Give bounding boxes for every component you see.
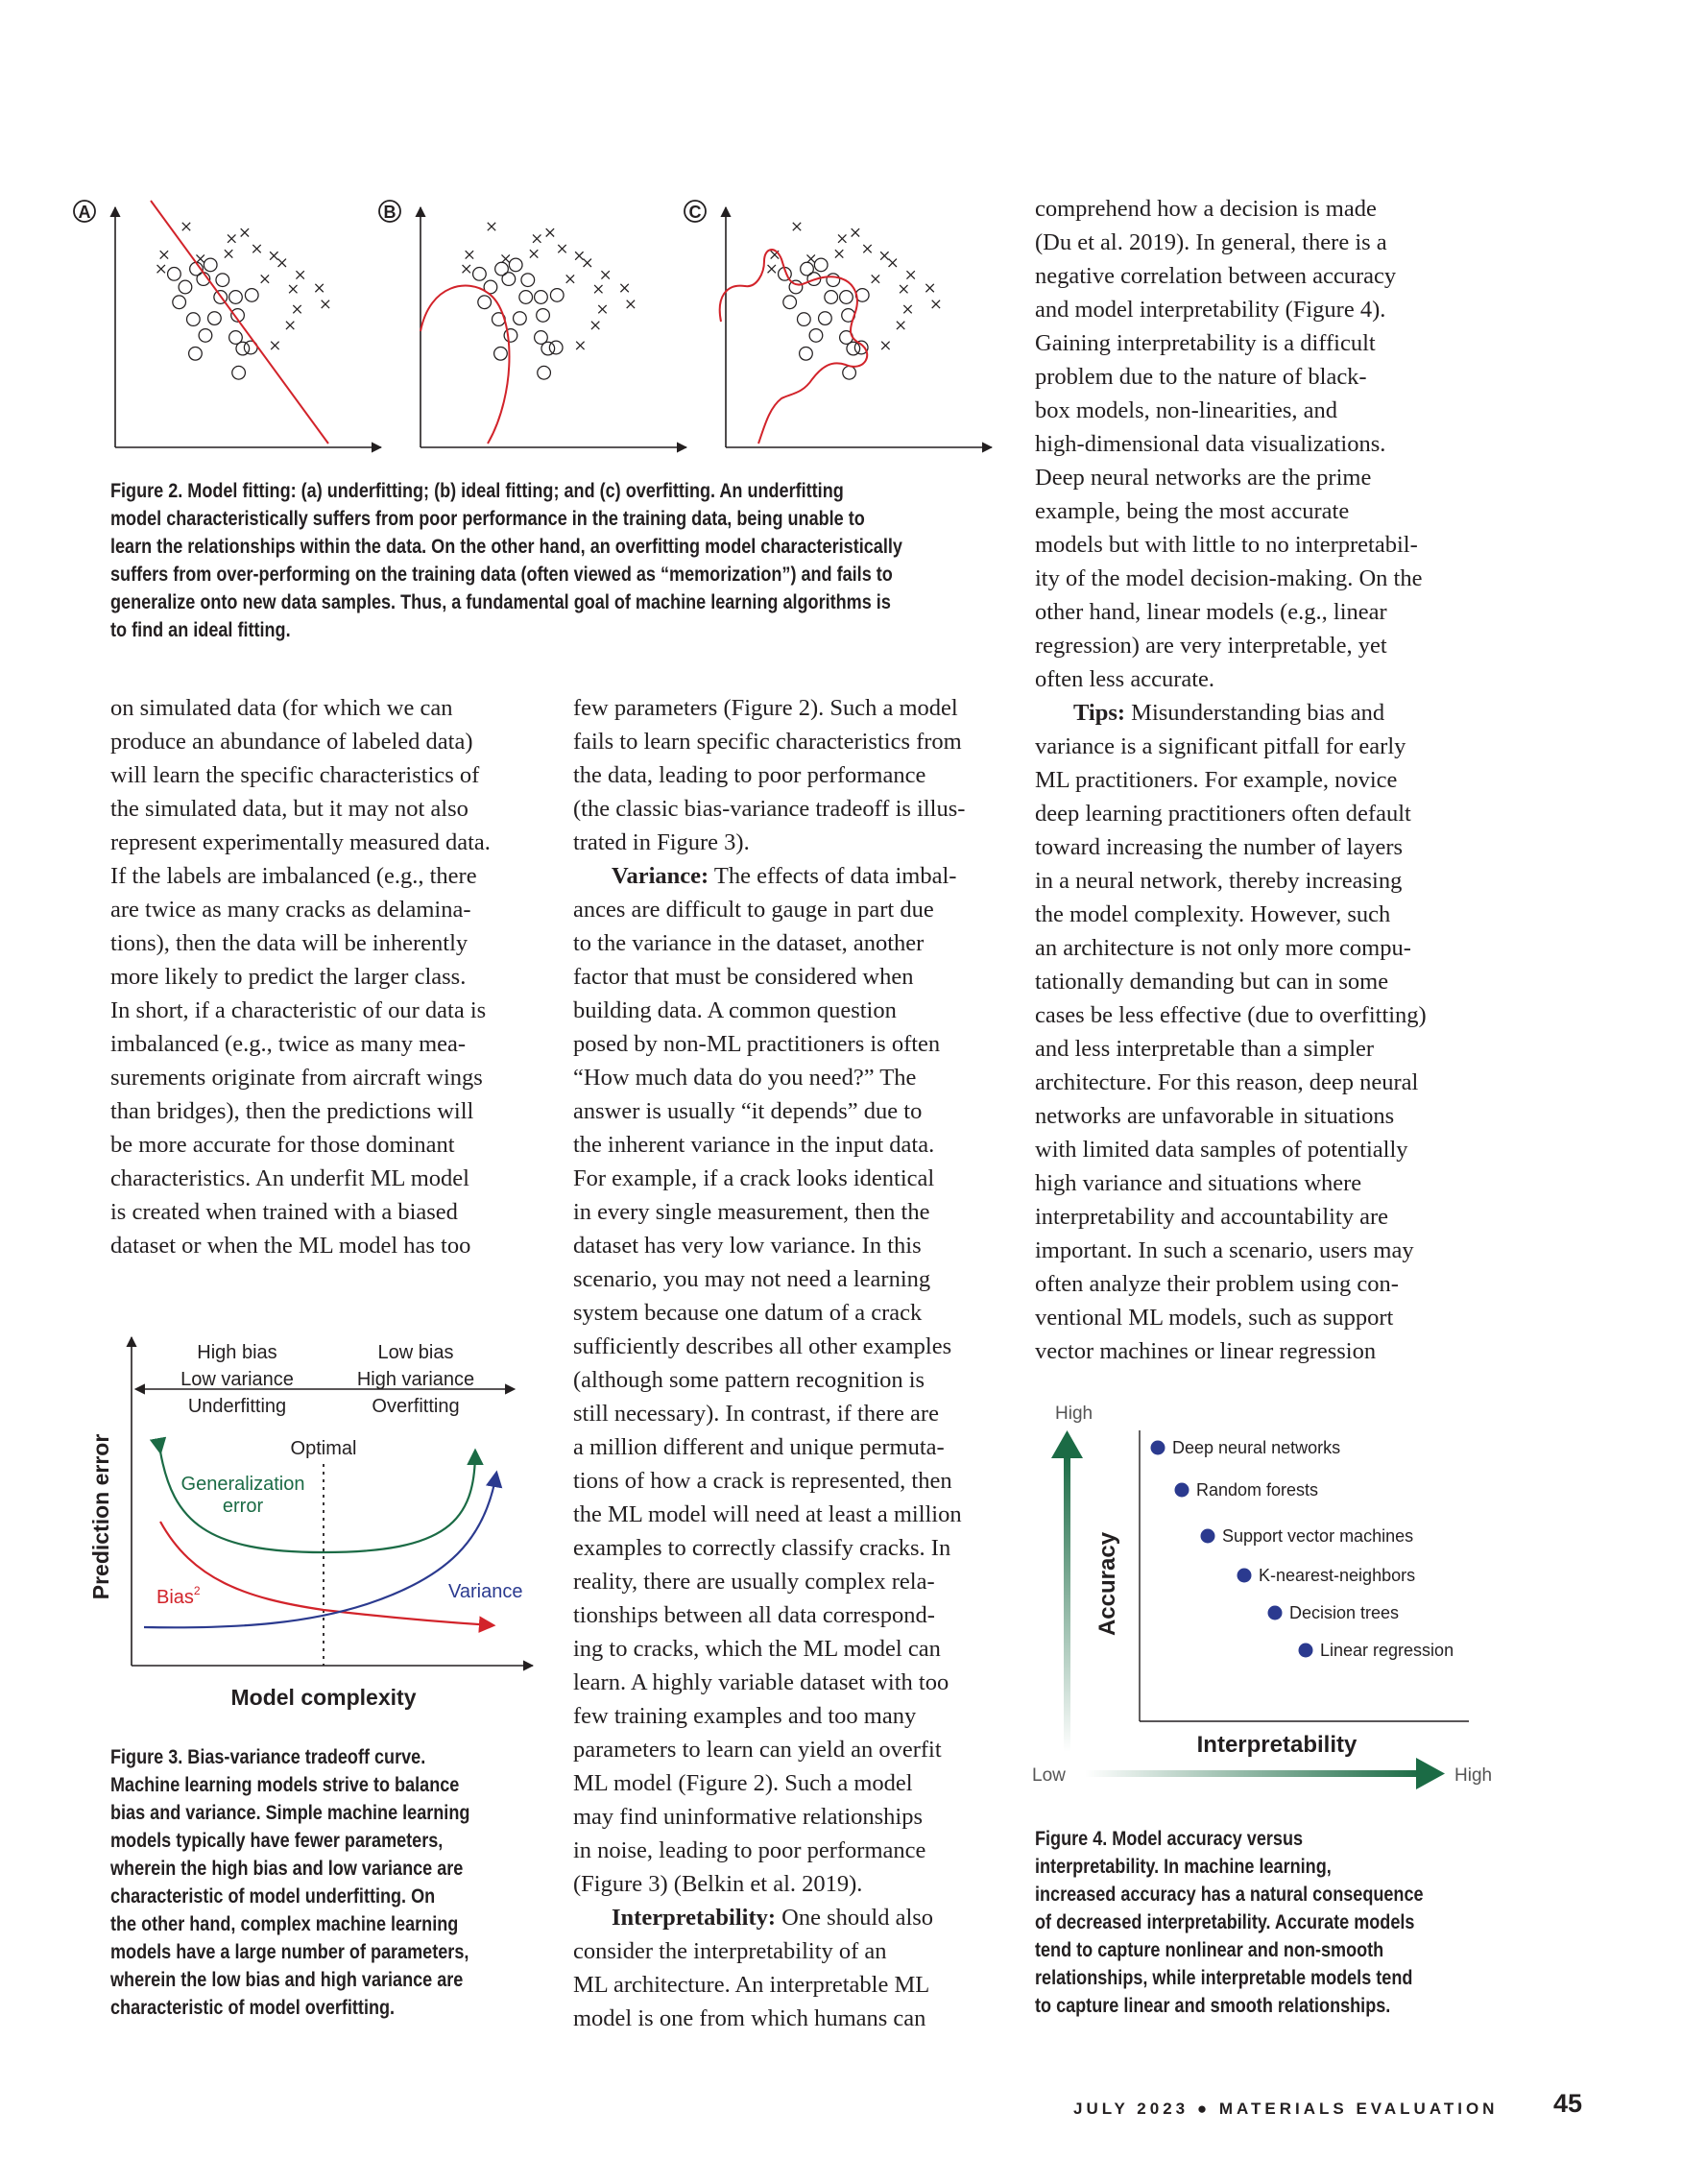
generalization-error-label: error xyxy=(222,1496,264,1517)
text-line: more likely to predict the larger class. xyxy=(110,964,467,990)
text-line: in every single measurement, then the xyxy=(573,1199,930,1225)
text-line: ances are difficult to gauge in part due xyxy=(573,897,934,923)
text-line: examples to correctly classify cracks. In xyxy=(573,1535,951,1561)
caption-line: Figure 4. Model accuracy versus xyxy=(1035,1828,1304,1850)
decision-boundary xyxy=(151,201,328,444)
data-point-cross xyxy=(322,300,329,308)
y-high-label: High xyxy=(1055,1404,1093,1424)
paragraph-head: Interpretability: xyxy=(612,1905,777,1931)
paragraph-text: Misunderstanding bias and xyxy=(1125,700,1385,726)
running-head: JULY 2023 ● MATERIALS EVALUATION xyxy=(1073,2100,1499,2118)
data-point-circle xyxy=(809,329,823,343)
data-point-circle xyxy=(541,342,555,355)
model-label: K-nearest-neighbors xyxy=(1259,1566,1416,1585)
text-line: models but with little to no interpretabil- xyxy=(1035,532,1418,558)
data-point-cross xyxy=(598,305,606,313)
accuracy-arrow-shaft xyxy=(1064,1454,1070,1752)
column-middle-text xyxy=(573,691,965,2035)
data-point-cross xyxy=(466,251,473,258)
figure-4-caption xyxy=(1035,1825,1424,2020)
data-point-circle xyxy=(537,309,550,323)
data-point-circle xyxy=(208,312,222,325)
x-axis-label: Model complexity xyxy=(230,1685,417,1710)
text-line: be more accurate for those dominant xyxy=(110,1132,455,1158)
data-point-cross xyxy=(620,284,628,292)
text-line: and less interpretable than a simpler xyxy=(1035,1036,1375,1062)
text-line: ML practitioners. For example, novice xyxy=(1035,767,1398,793)
data-point-circle xyxy=(473,268,487,281)
data-point-cross xyxy=(793,223,801,230)
column-right-text xyxy=(1035,192,1427,1368)
text-line: the data, leading to poor performance xyxy=(573,762,926,788)
text-line: imbalanced (e.g., twice as many mea- xyxy=(110,1031,467,1057)
data-point-circle xyxy=(245,289,258,302)
data-point-circle xyxy=(189,347,203,360)
data-point-circle xyxy=(173,296,186,309)
data-point-cross xyxy=(627,300,635,308)
text-line: few parameters (Figure 2). Such a model xyxy=(573,695,958,721)
text-line: vector machines or linear regression xyxy=(1035,1338,1377,1364)
text-line: answer is usually “it depends” due to xyxy=(573,1098,923,1124)
data-point-cross xyxy=(594,285,602,293)
text-line: Deep neural networks are the prime xyxy=(1035,465,1372,491)
text-line: factor that must be considered when xyxy=(573,964,914,990)
text-line: architecture. For this reason, deep neural xyxy=(1035,1069,1419,1095)
data-point-cross xyxy=(252,245,260,252)
data-point-circle xyxy=(538,366,551,379)
data-point-cross xyxy=(897,322,904,329)
paragraph-lead-line xyxy=(573,1901,965,1934)
text-line: box models, non-linearities, and xyxy=(1035,397,1338,423)
data-point-cross xyxy=(160,251,168,258)
text-line: surements originate from aircraft wings xyxy=(110,1065,483,1091)
caption-line: interpretability. In machine learning, xyxy=(1035,1856,1332,1878)
data-point-circle xyxy=(519,291,533,304)
data-point-cross xyxy=(286,322,294,329)
text-line: building data. A common question xyxy=(573,997,897,1023)
paragraph-text: The effects of data imbal- xyxy=(709,863,957,889)
text-line: are twice as many cracks as delamina- xyxy=(110,897,471,923)
text-line: problem due to the nature of black- xyxy=(1035,364,1367,390)
model-label: Random forests xyxy=(1196,1480,1319,1500)
data-point-cross xyxy=(182,223,190,230)
text-line: in a neural network, thereby increasing xyxy=(1035,868,1403,894)
text-line: posed by non-ML practitioners is often xyxy=(573,1031,941,1057)
left-region-label: High bias xyxy=(197,1342,277,1363)
text-line: (Du et al. 2019). In general, there is a xyxy=(1035,229,1387,255)
caption-line: tend to capture nonlinear and non-smooth xyxy=(1035,1939,1384,1961)
right-region-label: High variance xyxy=(356,1369,475,1390)
text-line: dataset or when the ML model has too xyxy=(110,1233,471,1259)
text-line: toward increasing the number of layers xyxy=(1035,834,1404,860)
caption-line: Machine learning models strive to balance xyxy=(110,1774,460,1796)
caption-line: of decreased interpretability. Accurate models xyxy=(1035,1911,1415,1933)
data-point-cross xyxy=(197,254,204,262)
text-line: is created when trained with a biased xyxy=(110,1199,458,1225)
text-line: ity of the model decision-making. On the xyxy=(1035,565,1423,591)
data-point-cross xyxy=(835,250,843,257)
data-point-cross xyxy=(157,265,165,273)
text-line: (the classic bias-variance tradeoff is illus- xyxy=(573,796,966,822)
text-line: ML model (Figure 2). Such a model xyxy=(573,1770,913,1796)
variance-curve xyxy=(144,1474,496,1627)
data-point-cross xyxy=(576,342,584,349)
data-point-circle xyxy=(814,258,828,272)
text-line: to the variance in the dataset, another xyxy=(573,930,925,956)
data-point-circle xyxy=(535,291,548,304)
interpretability-arrow-shaft xyxy=(1085,1770,1421,1777)
text-line: the simulated data, but it may not also xyxy=(110,796,469,822)
panel-label: A xyxy=(78,203,91,222)
text-line: on simulated data (for which we can xyxy=(110,695,453,721)
data-point-cross xyxy=(488,223,495,230)
data-point-cross xyxy=(296,271,303,278)
data-point-cross xyxy=(881,342,889,349)
model-point xyxy=(1201,1529,1215,1544)
caption-line: wherein the high bias and low variance are xyxy=(110,1858,464,1880)
text-line: negative correlation between accuracy xyxy=(1035,263,1397,289)
caption-line: models typically have fewer parameters, xyxy=(110,1830,444,1852)
data-point-cross xyxy=(872,275,879,282)
data-point-cross xyxy=(463,265,470,273)
text-line: characteristics. An underfit ML model xyxy=(110,1165,469,1191)
text-line: the model complexity. However, such xyxy=(1035,901,1391,927)
data-point-cross xyxy=(880,252,888,259)
data-point-circle xyxy=(179,280,192,294)
decision-boundary xyxy=(420,286,510,444)
data-point-cross xyxy=(591,322,599,329)
paragraph-lead-line xyxy=(573,859,965,893)
text-line: variance is a significant pitfall for early xyxy=(1035,733,1406,759)
paragraph-head: Variance: xyxy=(612,863,709,889)
data-point-circle xyxy=(819,312,832,325)
data-point-circle xyxy=(232,366,246,379)
text-line: parameters to learn can yield an overfit xyxy=(573,1737,942,1763)
figure-4-accuracy-interpretability-chart xyxy=(1032,1397,1502,1800)
text-line: with limited data samples of potentially xyxy=(1035,1137,1408,1163)
text-line: ing to cracks, which the ML model can xyxy=(573,1636,941,1662)
y-axis-label: Accuracy xyxy=(1094,1531,1120,1637)
data-point-cross xyxy=(530,250,538,257)
data-point-circle xyxy=(204,258,217,272)
text-line: dataset has very low variance. In this xyxy=(573,1233,922,1259)
data-point-cross xyxy=(906,271,914,278)
data-point-cross xyxy=(241,228,249,236)
caption-line: Figure 3. Bias-variance tradeoff curve. xyxy=(110,1746,426,1768)
text-line: few training examples and too many xyxy=(573,1703,917,1729)
fit-panel xyxy=(685,201,992,447)
figure-3-caption xyxy=(110,1743,469,2022)
text-line: in noise, leading to poor performance xyxy=(573,1837,926,1863)
data-point-cross xyxy=(533,234,541,242)
model-point xyxy=(1237,1569,1252,1583)
data-point-cross xyxy=(807,254,815,262)
paragraph-lead-line xyxy=(1035,696,1427,730)
data-point-cross xyxy=(225,250,232,257)
data-point-circle xyxy=(216,274,229,287)
text-line: learn. A highly variable dataset with too xyxy=(573,1669,949,1695)
data-point-circle xyxy=(502,273,516,286)
text-line: fails to learn specific characteristics from xyxy=(573,729,962,755)
text-line: may find uninformative relationships xyxy=(573,1804,924,1830)
data-point-cross xyxy=(315,284,323,292)
text-line: (Figure 3) (Belkin et al. 2019). xyxy=(573,1871,863,1897)
column-left-text xyxy=(110,691,491,1262)
caption-line: to capture linear and smooth relationships. xyxy=(1035,1995,1391,2017)
text-line: model is one from which humans can xyxy=(573,2005,926,2031)
text-line: a million different and unique permuta- xyxy=(573,1434,945,1460)
caption-line: characteristic of model underfitting. On xyxy=(110,1885,436,1908)
data-point-cross xyxy=(838,234,846,242)
text-line: cases be less effective (due to overfitting) xyxy=(1035,1002,1427,1028)
data-point-cross xyxy=(289,285,297,293)
caption-line: model characteristically suffers from poor performance in the training data, being unable to xyxy=(110,508,865,530)
data-point-cross xyxy=(278,259,286,267)
caption-line: increased accuracy has a natural consequence xyxy=(1035,1884,1424,1906)
generalization-error-label: Generalization xyxy=(180,1474,305,1495)
text-line: scenario, you may not need a learning xyxy=(573,1266,931,1292)
decision-boundary xyxy=(720,250,867,444)
text-line: often analyze their problem using con- xyxy=(1035,1271,1399,1297)
data-point-cross xyxy=(932,300,940,308)
data-point-circle xyxy=(783,296,797,309)
text-line: In short, if a characteristic of our data is xyxy=(110,997,487,1023)
data-point-circle xyxy=(550,289,564,302)
data-point-circle xyxy=(236,342,250,355)
data-point-cross xyxy=(546,228,554,236)
text-line: important. In such a scenario, users may xyxy=(1035,1237,1414,1263)
data-point-cross xyxy=(293,305,300,313)
text-line: tions), then the data will be inherently xyxy=(110,930,469,956)
model-point xyxy=(1175,1483,1189,1498)
text-line: ML architecture. An interpretable ML xyxy=(573,1972,930,1998)
variance-label: Variance xyxy=(448,1581,523,1602)
data-point-cross xyxy=(852,228,859,236)
data-point-cross xyxy=(925,284,933,292)
optimal-label: Optimal xyxy=(290,1438,357,1459)
generalization-error-curve xyxy=(160,1452,475,1552)
data-point-circle xyxy=(825,291,838,304)
text-line: system because one datum of a crack xyxy=(573,1300,923,1326)
caption-line: relationships, while interpretable models tend xyxy=(1035,1967,1413,1989)
data-point-circle xyxy=(504,329,517,343)
text-line: consider the interpretability of an xyxy=(573,1938,887,1964)
text-line: often less accurate. xyxy=(1035,666,1215,692)
page-number: 45 xyxy=(1553,2089,1583,2118)
text-line: produce an abundance of labeled data) xyxy=(110,729,473,755)
caption-line: models have a large number of parameters, xyxy=(110,1941,469,1963)
caption-line: learn the relationships within the data. On the other hand, an overfitting model characteristically xyxy=(110,536,902,558)
text-line: For example, if a crack looks identical xyxy=(573,1165,935,1191)
text-line: other hand, linear models (e.g., linear xyxy=(1035,599,1387,625)
text-line: will learn the specific characteristics of xyxy=(110,762,480,788)
text-line: tionships between all data correspond- xyxy=(573,1602,935,1628)
text-line: comprehend how a decision is made xyxy=(1035,196,1377,222)
data-point-cross xyxy=(863,245,871,252)
caption-line: characteristic of model overfitting. xyxy=(110,1997,396,2019)
bias-label: Bias$^2$ xyxy=(156,1584,201,1608)
y-axis-label: Prediction error xyxy=(88,1433,113,1600)
text-line: still necessary). In contrast, if there are xyxy=(573,1401,939,1427)
text-line: high-dimensional data visualizations. xyxy=(1035,431,1386,457)
model-point xyxy=(1299,1644,1313,1658)
data-point-cross xyxy=(575,252,583,259)
interpretability-arrow-head xyxy=(1416,1758,1445,1789)
fit-panel xyxy=(379,201,686,447)
data-point-circle xyxy=(168,268,181,281)
text-line: Gaining interpretability is a difficult xyxy=(1035,330,1376,356)
text-line: reality, there are usually complex rela- xyxy=(573,1569,935,1595)
panel-label: B xyxy=(383,203,396,222)
paragraph-head: Tips: xyxy=(1073,700,1126,726)
text-line: represent experimentally measured data. xyxy=(110,829,491,855)
caption-line: the other hand, complex machine learning xyxy=(110,1913,459,1935)
text-line: and model interpretability (Figure 4). xyxy=(1035,297,1386,323)
data-point-circle xyxy=(800,347,813,360)
text-line: “How much data do you need?” The xyxy=(573,1065,917,1091)
data-point-circle xyxy=(514,312,527,325)
text-line: the ML model will need at least a million xyxy=(573,1501,962,1527)
text-line: than bridges), then the predictions will xyxy=(110,1098,474,1124)
caption-line: bias and variance. Simple machine learning xyxy=(110,1802,470,1824)
data-point-cross xyxy=(584,259,591,267)
figure-3-bias-variance-chart xyxy=(82,1330,552,1718)
left-region-label: Underfitting xyxy=(187,1396,287,1417)
data-point-circle xyxy=(199,329,212,343)
data-point-circle xyxy=(478,296,492,309)
caption-line: Figure 2. Model fitting: (a) underfitting; (b) ideal fitting; and (c) overfitting. An underfitting xyxy=(110,480,844,502)
model-label: Decision trees xyxy=(1289,1603,1400,1622)
data-point-cross xyxy=(900,285,907,293)
text-line: ventional ML models, such as support xyxy=(1035,1305,1394,1331)
x-high-label: High xyxy=(1454,1765,1493,1786)
data-point-circle xyxy=(229,291,243,304)
text-line: sufficiently describes all other examples xyxy=(573,1333,952,1359)
bias-curve xyxy=(160,1522,493,1625)
text-line: the inherent variance in the input data. xyxy=(573,1132,935,1158)
text-line: regression) are very interpretable, yet xyxy=(1035,633,1387,659)
figure-2 xyxy=(58,192,1018,470)
data-point-circle xyxy=(798,313,811,326)
data-point-cross xyxy=(558,245,565,252)
model-point xyxy=(1151,1441,1165,1455)
data-point-cross xyxy=(228,234,235,242)
fit-panel xyxy=(74,201,381,447)
text-line: tions of how a crack is represented, then xyxy=(573,1468,952,1494)
text-line: If the labels are imbalanced (e.g., there xyxy=(110,863,477,889)
data-point-cross xyxy=(889,259,897,267)
data-point-circle xyxy=(521,274,535,287)
model-label: Support vector machines xyxy=(1222,1526,1414,1546)
data-point-circle xyxy=(827,274,840,287)
data-point-cross xyxy=(502,254,510,262)
text-line: example, being the most accurate xyxy=(1035,498,1350,524)
paragraph-text: One should also xyxy=(776,1905,934,1931)
data-point-circle xyxy=(843,366,856,379)
data-point-cross xyxy=(768,265,776,273)
text-line: (although some pattern recognition is xyxy=(573,1367,925,1393)
text-line: tationally demanding but can in some xyxy=(1035,969,1389,995)
model-label: Deep neural networks xyxy=(1172,1438,1341,1457)
data-point-circle xyxy=(509,258,522,272)
data-point-circle xyxy=(494,347,508,360)
right-region-label: Overfitting xyxy=(372,1396,460,1417)
data-point-circle xyxy=(847,342,860,355)
data-point-circle xyxy=(840,291,853,304)
text-line: trated in Figure 3). xyxy=(573,829,750,855)
model-point xyxy=(1268,1606,1283,1620)
panel-label: C xyxy=(688,203,702,222)
x-low-label: Low xyxy=(1032,1765,1066,1786)
caption-line: generalize onto new data samples. Thus, a fundamental goal of machine learning algorithms is xyxy=(110,591,891,613)
right-region-label: Low bias xyxy=(377,1342,454,1363)
data-point-cross xyxy=(261,275,269,282)
data-point-cross xyxy=(566,275,574,282)
data-point-cross xyxy=(601,271,609,278)
accuracy-arrow-head xyxy=(1051,1430,1083,1458)
text-line: an architecture is not only more compu- xyxy=(1035,935,1411,961)
data-point-circle xyxy=(187,313,201,326)
text-line: high variance and situations where xyxy=(1035,1170,1362,1196)
caption-line: suffers from over-performing on the training data (often viewed as “memorization”) and fails to xyxy=(110,564,893,586)
text-line: deep learning practitioners often default xyxy=(1035,801,1411,827)
data-point-cross xyxy=(270,252,277,259)
data-point-cross xyxy=(903,305,911,313)
model-label: Linear regression xyxy=(1320,1641,1454,1660)
text-line: interpretability and accountability are xyxy=(1035,1204,1389,1230)
x-axis-label: Interpretability xyxy=(1196,1732,1358,1758)
left-region-label: Low variance xyxy=(180,1369,294,1390)
caption-line: wherein the low bias and high variance are xyxy=(110,1969,464,1991)
data-point-cross xyxy=(271,342,278,349)
figure-2-caption xyxy=(110,477,902,644)
caption-line: to find an ideal fitting. xyxy=(110,619,291,641)
text-line: networks are unfavorable in situations xyxy=(1035,1103,1395,1129)
